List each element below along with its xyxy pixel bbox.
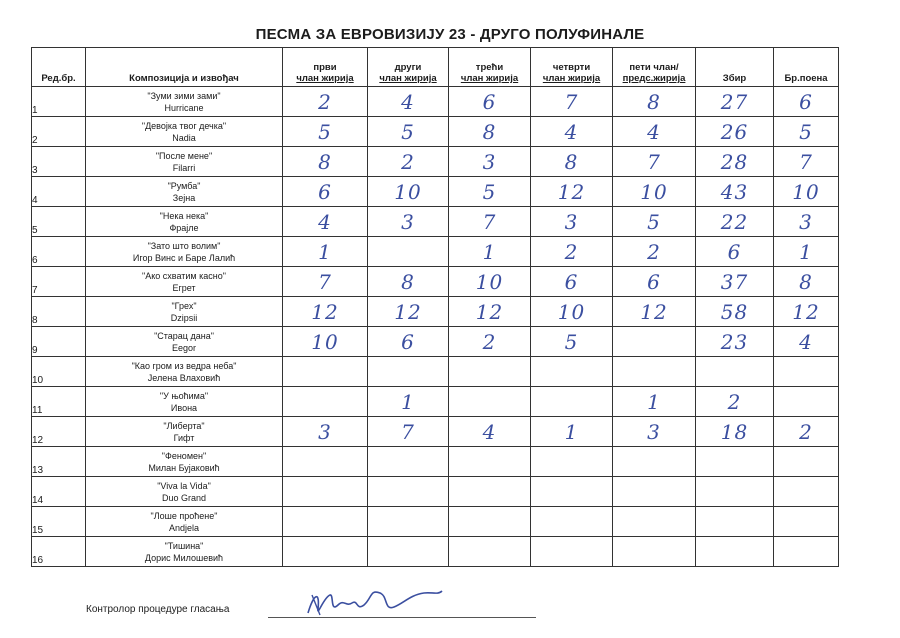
song-title: "Румба" [167, 180, 201, 191]
jury-4-score: 1 [531, 417, 613, 447]
table-row [32, 447, 839, 477]
jury-5-score: 7 [613, 147, 696, 177]
table-row [32, 147, 839, 177]
jury-2-score [368, 237, 449, 267]
artist-name: Јелена Влаховић [147, 372, 221, 383]
sum-cell: 6 [696, 237, 774, 267]
table-body [32, 87, 839, 567]
jury-2-score: 4 [368, 87, 449, 117]
song-title: "Зато што волим" [147, 240, 221, 251]
handwritten-signature [300, 583, 450, 623]
song-title: "Либерта" [163, 420, 205, 431]
row-number: 4 [32, 177, 86, 207]
jury-1-score: 8 [283, 147, 368, 177]
row-number: 10 [32, 357, 86, 387]
jury-3-score [449, 477, 531, 507]
jury-2-score [368, 357, 449, 387]
jury-3-score [449, 387, 531, 417]
jury-2-score [368, 447, 449, 477]
table-row [32, 507, 839, 537]
jury-3-score [449, 357, 531, 387]
jury-3-score: 7 [449, 207, 531, 237]
table-row [32, 177, 839, 207]
points-cell [774, 537, 839, 567]
jury-5-score [613, 507, 696, 537]
jury-1-score: 1 [283, 237, 368, 267]
jury-4-score: 3 [531, 207, 613, 237]
points-cell: 10 [774, 177, 839, 207]
jury-4-score: 4 [531, 117, 613, 147]
jury-5-score: 6 [613, 267, 696, 297]
header-jury-4-line1: четврти [552, 62, 591, 73]
jury-3-score: 1 [449, 237, 531, 267]
jury-2-score: 6 [368, 327, 449, 357]
jury-5-score: 3 [613, 417, 696, 447]
table-row [32, 417, 839, 447]
points-cell [774, 447, 839, 477]
song-title: "Као гром из ведра неба" [131, 360, 237, 371]
header-jury-4-line2: члан жирија [542, 73, 601, 84]
voting-table [31, 47, 839, 567]
artist-name: Hurricane [164, 102, 204, 113]
header-sum: Збир [696, 48, 774, 87]
jury-1-score: 5 [283, 117, 368, 147]
points-cell: 6 [774, 87, 839, 117]
sum-cell [696, 447, 774, 477]
artist-name: Andjela [168, 522, 200, 533]
sum-cell: 18 [696, 417, 774, 447]
jury-2-score: 12 [368, 297, 449, 327]
artist-name: Фрајле [169, 222, 199, 233]
jury-4-score: 7 [531, 87, 613, 117]
jury-2-score: 1 [368, 387, 449, 417]
jury-2-score [368, 477, 449, 507]
table-row [32, 87, 839, 117]
jury-2-score: 10 [368, 177, 449, 207]
jury-5-score [613, 537, 696, 567]
header-jury-5-line2: предс.жирија [622, 73, 686, 84]
row-number: 13 [32, 447, 86, 477]
points-cell [774, 507, 839, 537]
composition-cell [86, 297, 283, 327]
header-composition: Композиција и извођач [86, 48, 283, 87]
composition-cell [86, 537, 283, 567]
composition-cell [86, 447, 283, 477]
header-jury-5 [613, 48, 696, 87]
jury-5-score: 10 [613, 177, 696, 207]
jury-3-score: 5 [449, 177, 531, 207]
table-row [32, 477, 839, 507]
sum-cell: 58 [696, 297, 774, 327]
jury-3-score: 4 [449, 417, 531, 447]
header-jury-3-line1: трећи [475, 62, 504, 73]
song-title: "Зуми зими зами" [147, 90, 221, 101]
song-title: "Феномен" [161, 450, 207, 461]
row-number: 14 [32, 477, 86, 507]
song-title: "Ако схватим касно" [142, 270, 226, 281]
table-row [32, 327, 839, 357]
points-cell: 7 [774, 147, 839, 177]
sum-cell: 37 [696, 267, 774, 297]
composition-cell [86, 147, 283, 177]
sum-cell: 23 [696, 327, 774, 357]
row-number: 9 [32, 327, 86, 357]
points-cell: 4 [774, 327, 839, 357]
composition-cell [86, 477, 283, 507]
artist-name: Зејна [172, 192, 196, 203]
header-jury-3 [449, 48, 531, 87]
song-title: "После мене" [155, 150, 213, 161]
sheet-title: ПЕСМА ЗА ЕВРОВИЗИЈУ 23 - ДРУГО ПОЛУФИНАЛЕ [255, 26, 645, 43]
composition-cell [86, 387, 283, 417]
jury-5-score: 4 [613, 117, 696, 147]
jury-4-score [531, 357, 613, 387]
jury-5-score: 5 [613, 207, 696, 237]
jury-4-score [531, 387, 613, 417]
jury-1-score: 3 [283, 417, 368, 447]
header-rb: Ред.бр. [32, 48, 86, 87]
row-number: 7 [32, 267, 86, 297]
artist-name: Filarri [172, 162, 196, 173]
row-number: 8 [32, 297, 86, 327]
jury-3-score: 3 [449, 147, 531, 177]
row-number: 12 [32, 417, 86, 447]
artist-name: Дорис Милошевић [144, 552, 224, 563]
jury-5-score [613, 477, 696, 507]
row-number: 6 [32, 237, 86, 267]
row-number: 2 [32, 117, 86, 147]
song-title: "Нека нека" [159, 210, 209, 221]
jury-3-score: 6 [449, 87, 531, 117]
points-cell: 12 [774, 297, 839, 327]
jury-3-score: 10 [449, 267, 531, 297]
artist-name: Гифт [173, 432, 195, 443]
header-jury-3-line2: члан жирија [460, 73, 519, 84]
jury-3-score: 8 [449, 117, 531, 147]
song-title: "Лоше проћене" [150, 510, 218, 521]
jury-4-score: 10 [531, 297, 613, 327]
sum-cell: 22 [696, 207, 774, 237]
jury-1-score: 7 [283, 267, 368, 297]
row-number: 11 [32, 387, 86, 417]
sum-cell [696, 357, 774, 387]
jury-5-score [613, 327, 696, 357]
jury-4-score: 12 [531, 177, 613, 207]
points-cell [774, 387, 839, 417]
header-jury-5-line1: пети члан/ [629, 62, 679, 73]
jury-1-score [283, 357, 368, 387]
table-row [32, 117, 839, 147]
jury-2-score: 2 [368, 147, 449, 177]
jury-4-score: 6 [531, 267, 613, 297]
jury-1-score [283, 477, 368, 507]
jury-2-score: 7 [368, 417, 449, 447]
row-number: 16 [32, 537, 86, 567]
table-row [32, 297, 839, 327]
table-row [32, 357, 839, 387]
header-jury-1-line2: члан жирија [296, 73, 354, 84]
jury-4-score: 5 [531, 327, 613, 357]
song-title: "Viva la Vida" [157, 480, 211, 491]
header-points: Бр.поена [774, 48, 839, 87]
jury-4-score: 2 [531, 237, 613, 267]
composition-cell [86, 267, 283, 297]
controller-label: Контролор процедуре гласања [86, 604, 230, 615]
points-cell: 5 [774, 117, 839, 147]
points-cell: 2 [774, 417, 839, 447]
jury-1-score [283, 537, 368, 567]
jury-3-score [449, 537, 531, 567]
header-jury-1 [283, 48, 368, 87]
jury-5-score [613, 447, 696, 477]
header-jury-2-line2: члан жирија [379, 73, 437, 84]
artist-name: Милан Бујаковић [148, 462, 220, 473]
jury-5-score: 12 [613, 297, 696, 327]
row-number: 1 [32, 87, 86, 117]
composition-cell [86, 357, 283, 387]
jury-5-score: 2 [613, 237, 696, 267]
jury-2-score [368, 507, 449, 537]
composition-cell [86, 177, 283, 207]
jury-2-score: 3 [368, 207, 449, 237]
sum-cell: 28 [696, 147, 774, 177]
song-title: "Тишина" [164, 540, 204, 551]
header-jury-2 [368, 48, 449, 87]
points-cell: 3 [774, 207, 839, 237]
jury-1-score [283, 507, 368, 537]
artist-name: Dzipsii [170, 312, 198, 323]
jury-1-score [283, 447, 368, 477]
header-row [32, 48, 839, 87]
artist-name: Ивона [170, 402, 198, 413]
composition-cell [86, 87, 283, 117]
song-title: "Грех" [171, 300, 197, 311]
points-cell: 1 [774, 237, 839, 267]
jury-3-score [449, 447, 531, 477]
jury-5-score: 8 [613, 87, 696, 117]
sum-cell: 43 [696, 177, 774, 207]
table-row [32, 237, 839, 267]
table-row [32, 207, 839, 237]
jury-4-score [531, 537, 613, 567]
sum-cell: 27 [696, 87, 774, 117]
jury-3-score: 2 [449, 327, 531, 357]
artist-name: Игор Винс и Баре Лалић [132, 252, 236, 263]
artist-name: Nadia [172, 132, 196, 143]
composition-cell [86, 327, 283, 357]
artist-name: Duo Grand [161, 492, 207, 503]
sum-cell: 2 [696, 387, 774, 417]
artist-name: Eegor [171, 342, 197, 353]
table-row [32, 537, 839, 567]
jury-3-score: 12 [449, 297, 531, 327]
sum-cell: 26 [696, 117, 774, 147]
jury-1-score [283, 387, 368, 417]
jury-4-score [531, 447, 613, 477]
row-number: 15 [32, 507, 86, 537]
jury-5-score: 1 [613, 387, 696, 417]
header-jury-1-line1: први [313, 62, 337, 73]
table-row [32, 387, 839, 417]
composition-cell [86, 417, 283, 447]
table-row [32, 267, 839, 297]
points-cell: 8 [774, 267, 839, 297]
row-number: 3 [32, 147, 86, 177]
jury-2-score: 5 [368, 117, 449, 147]
jury-4-score [531, 477, 613, 507]
jury-4-score [531, 507, 613, 537]
song-title: "Старац дана" [154, 330, 214, 341]
composition-cell [86, 207, 283, 237]
song-title: "Девојка твог дечка" [141, 120, 227, 131]
header-jury-4 [531, 48, 613, 87]
jury-1-score: 10 [283, 327, 368, 357]
points-cell [774, 357, 839, 387]
sum-cell [696, 477, 774, 507]
header-jury-2-line1: други [394, 62, 422, 73]
composition-cell [86, 117, 283, 147]
jury-1-score: 12 [283, 297, 368, 327]
points-cell [774, 477, 839, 507]
jury-1-score: 4 [283, 207, 368, 237]
jury-3-score [449, 507, 531, 537]
jury-2-score [368, 537, 449, 567]
sum-cell [696, 537, 774, 567]
song-title: "У њоћима" [159, 390, 209, 401]
jury-2-score: 8 [368, 267, 449, 297]
jury-5-score [613, 357, 696, 387]
jury-1-score: 2 [283, 87, 368, 117]
row-number: 5 [32, 207, 86, 237]
jury-4-score: 8 [531, 147, 613, 177]
sum-cell [696, 507, 774, 537]
composition-cell [86, 237, 283, 267]
jury-1-score: 6 [283, 177, 368, 207]
artist-name: Егрет [172, 282, 196, 293]
composition-cell [86, 507, 283, 537]
